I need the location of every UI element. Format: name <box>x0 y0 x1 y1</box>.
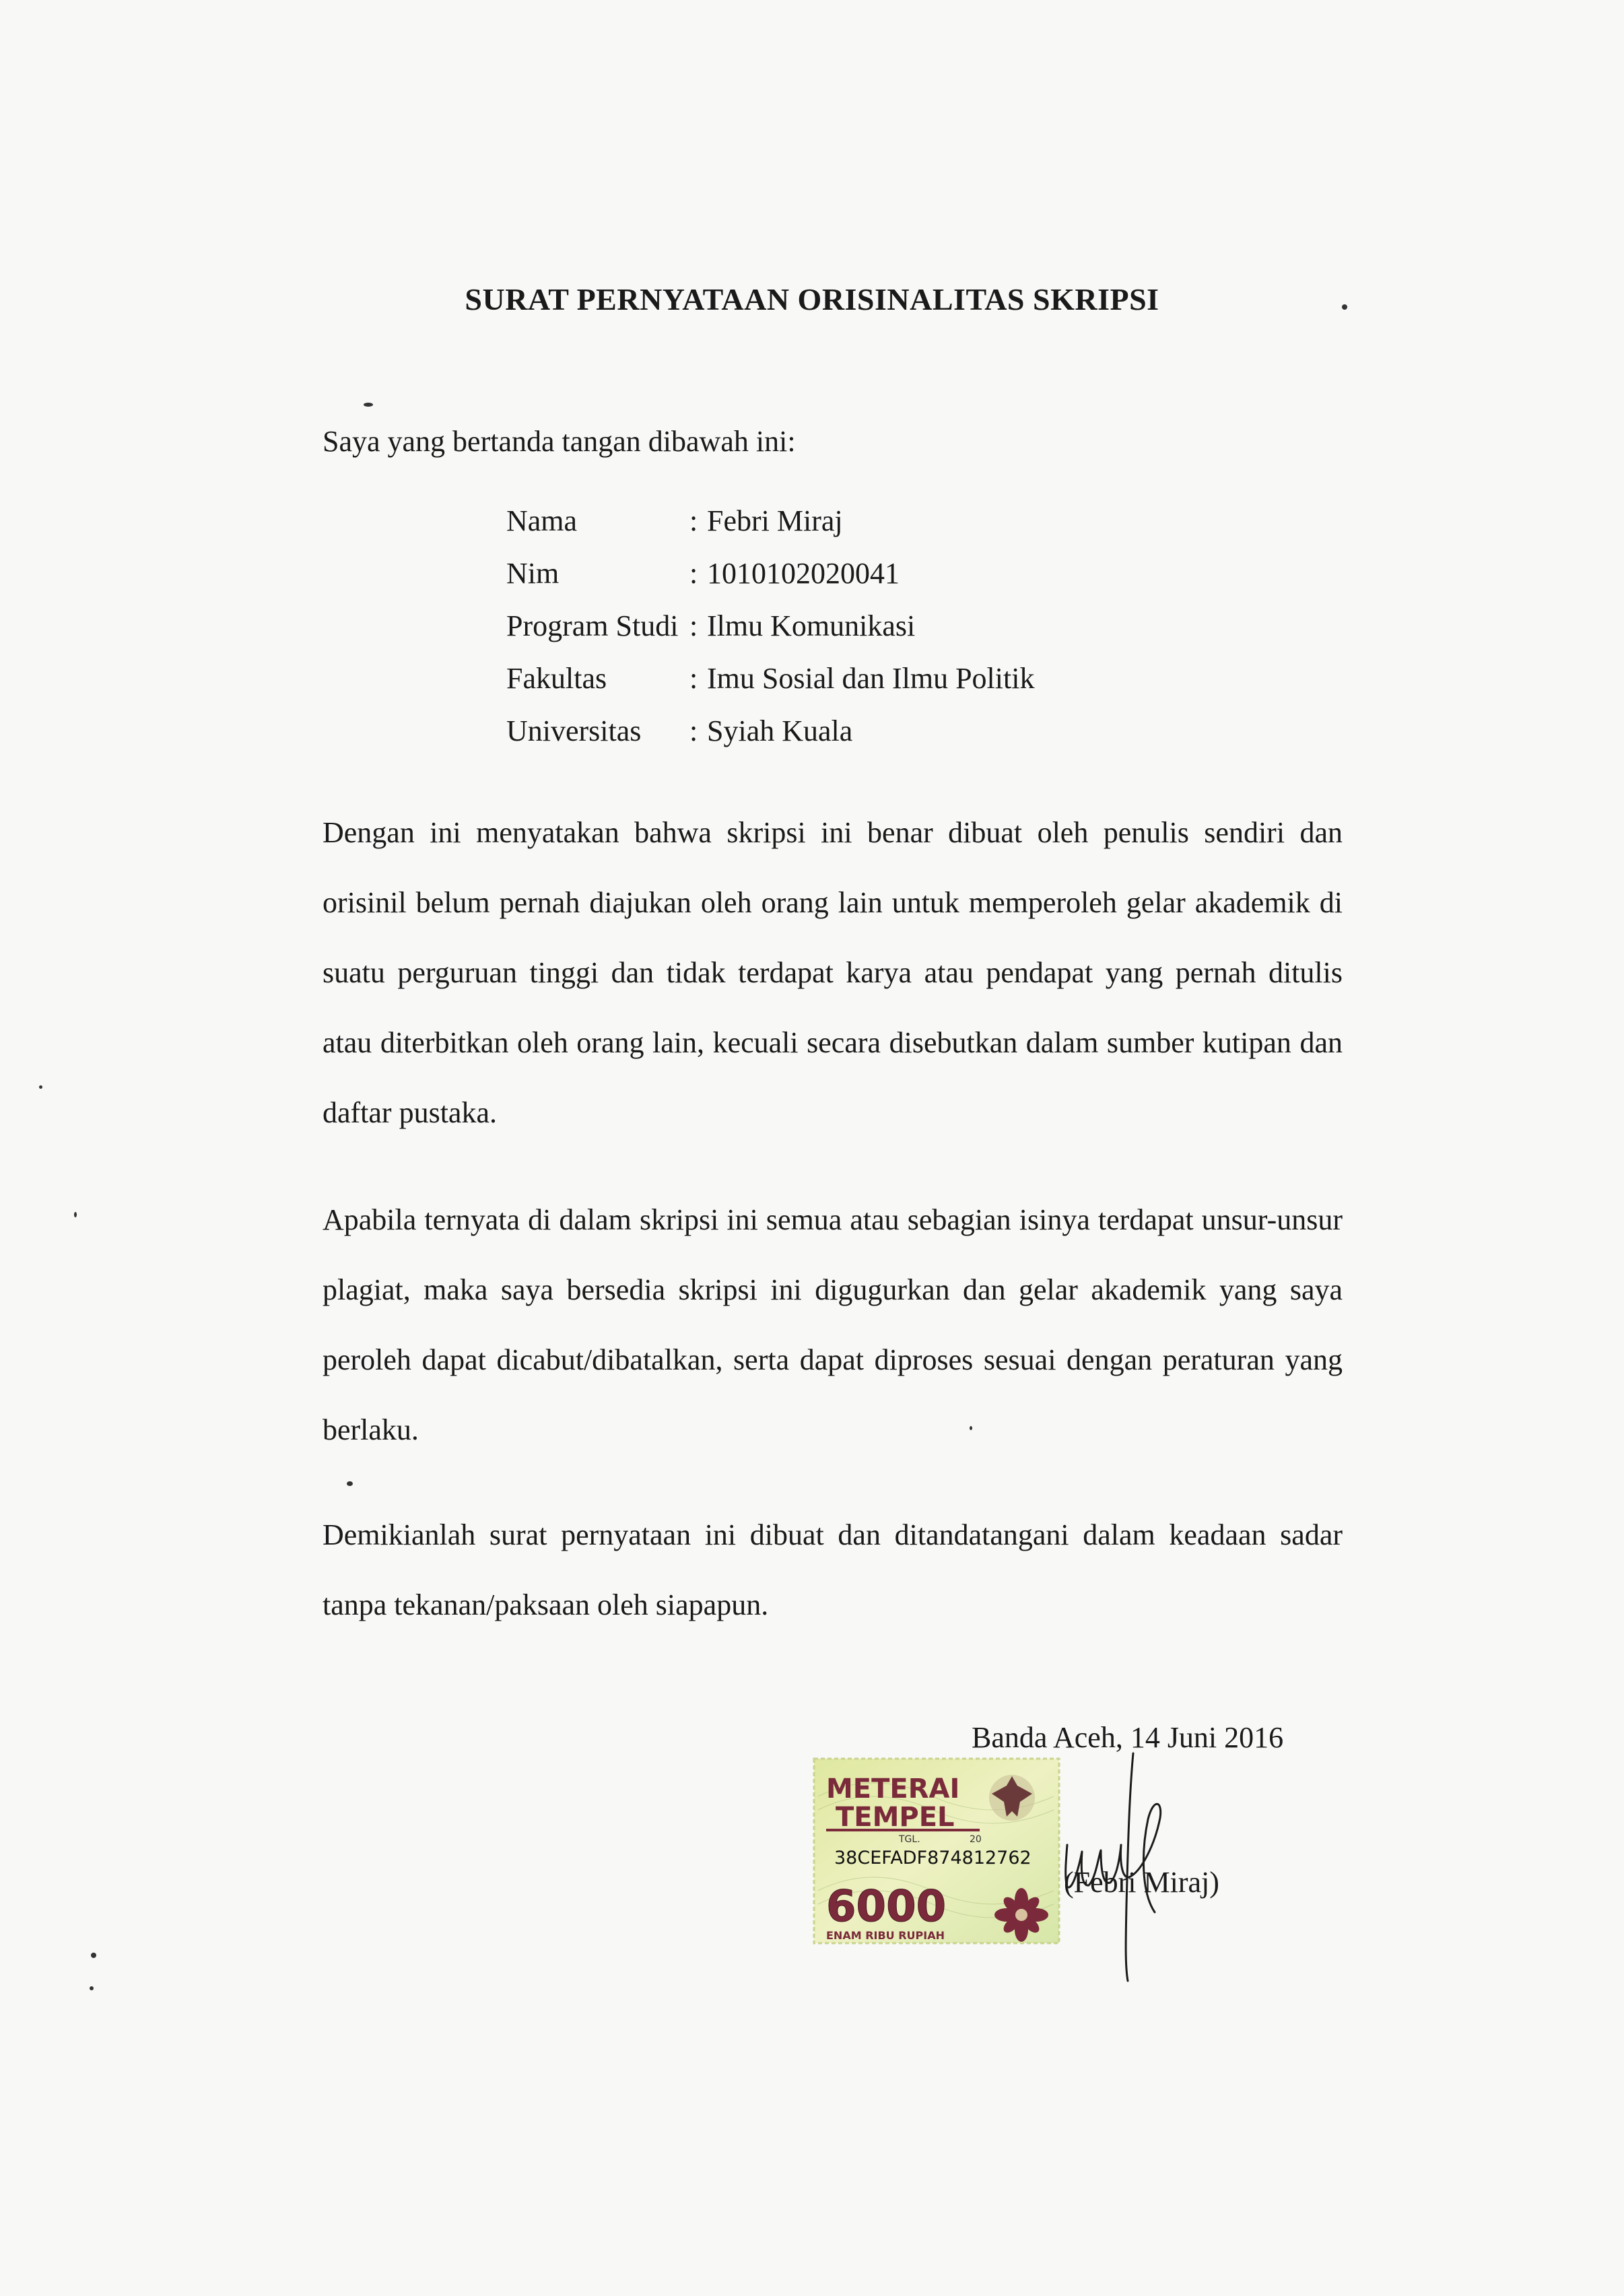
stamp-year: 20 <box>970 1834 982 1845</box>
identity-row-name <box>506 495 1034 547</box>
handwritten-signature <box>1040 1744 1195 1986</box>
colon: : <box>689 609 698 642</box>
stamp-line1: METERAI <box>826 1774 960 1804</box>
closing-paragraph <box>323 1500 1343 1640</box>
scan-speck <box>1342 304 1347 310</box>
place-date: Banda Aceh, 14 Juni 2016 <box>972 1721 1284 1754</box>
paragraph-text: Demikianlah surat pernyataan ini dibuat dan ditandatangani dalam keadaan sadar tanpa tekanan/paksaan oleh siapapun. <box>323 1518 1343 1621</box>
paragraph-text: Apabila ternyata di dalam skripsi ini semua atau sebagian isinya terdapat unsur-unsur plagiat, maka saya bersedia skripsi ini digugurkan dan gelar akademik yang saya peroleh dapat dicabut/dibatalkan, serta dapat diproses sesuai dengan peraturan yang berlaku. <box>323 1203 1343 1446</box>
identity-row-nim <box>506 547 1034 600</box>
scan-speck <box>970 1426 972 1430</box>
statement-paragraph <box>323 798 1343 1148</box>
identity-label: Fakultas <box>506 662 607 695</box>
identity-row-program <box>506 600 1034 652</box>
stamp-line2: TEMPEL <box>836 1802 955 1833</box>
scan-speck <box>74 1212 77 1217</box>
identity-value: Febri Miraj <box>707 504 843 537</box>
identity-row-faculty <box>506 652 1034 705</box>
scan-speck <box>91 1953 96 1958</box>
identity-label: Nim <box>506 557 560 590</box>
garuda-emblem-icon <box>989 1775 1035 1821</box>
identity-block <box>506 495 1034 757</box>
identity-label: Program Studi <box>506 609 679 642</box>
colon: : <box>689 662 698 695</box>
colon: : <box>689 557 698 590</box>
intro-line: Saya yang bertanda tangan dibawah ini: <box>323 425 796 458</box>
stamp-amount-words: ENAM RIBU RUPIAH <box>826 1929 945 1942</box>
scan-speck <box>90 1986 94 1990</box>
scan-speck <box>39 1085 42 1089</box>
meterai-stamp <box>811 1756 1062 1946</box>
signer-name: (Febri Miraj) <box>1064 1866 1219 1899</box>
scan-speck <box>364 403 373 407</box>
paragraph-text: Dengan ini menyatakan bahwa skripsi ini benar dibuat oleh penulis sendiri dan orisinil belum pernah diajukan oleh orang lain untuk memperoleh gelar akademik di suatu perguruan tinggi dan tidak terdapat karya atau pendapat yang pernah ditulis atau diterbitkan oleh orang lain, kecuali secara disebutkan dalam sumber kutipan dan daftar pustaka. <box>323 816 1343 1129</box>
identity-value: 1010102020041 <box>707 557 900 590</box>
identity-value: Syiah Kuala <box>707 714 853 747</box>
stamp-serial: 38CEFADF874812762 <box>834 1848 1031 1868</box>
colon: : <box>689 504 698 537</box>
identity-row-university <box>506 705 1034 757</box>
colon: : <box>689 714 698 747</box>
identity-value: Ilmu Komunikasi <box>707 609 916 642</box>
identity-label: Universitas <box>506 714 642 747</box>
identity-label: Nama <box>506 504 578 537</box>
stamp-amount: 6000 <box>826 1882 947 1932</box>
plagiarism-paragraph <box>323 1185 1343 1465</box>
scan-speck <box>347 1481 353 1486</box>
stamp-tgl: TGL. <box>899 1834 920 1845</box>
identity-value: Imu Sosial dan Ilmu Politik <box>707 662 1035 695</box>
document-title: SURAT PERNYATAAN ORISINALITAS SKRIPSI <box>465 282 1159 316</box>
